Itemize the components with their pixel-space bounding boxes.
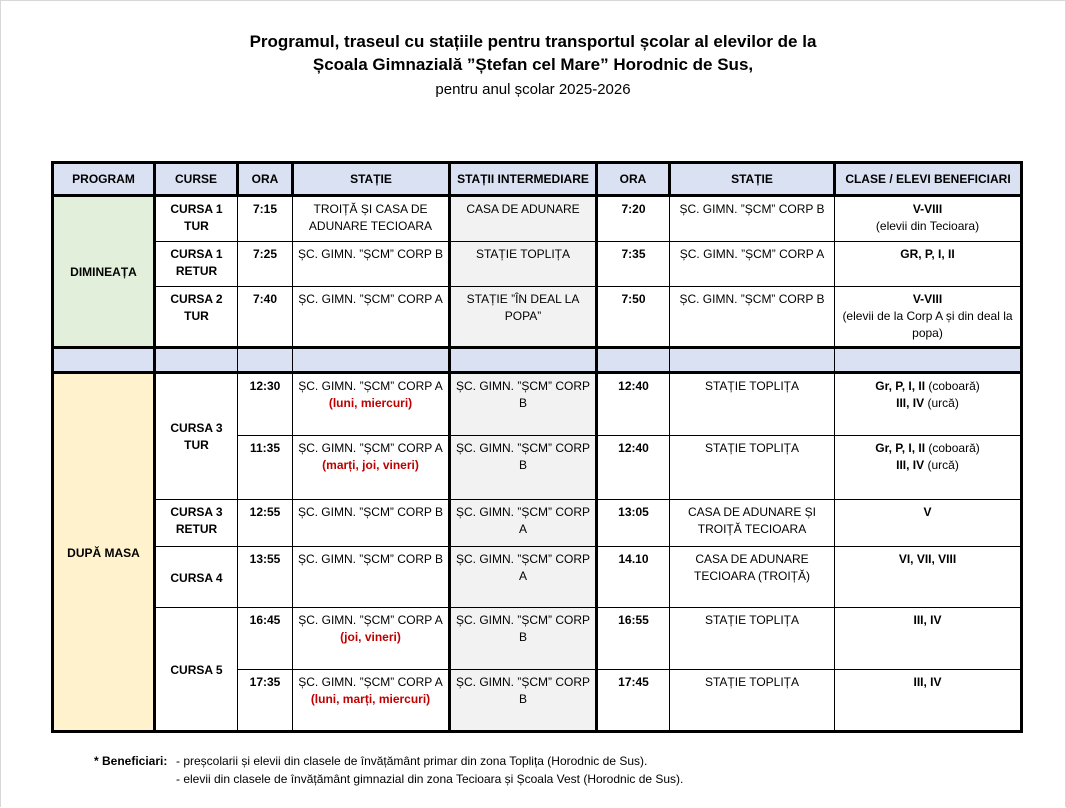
statie-cell: ȘC. GIMN. ”ȘCM” CORP B [293,499,450,546]
table-row [53,373,1022,436]
statie-cell: CASA DE ADUNARE ȘI TROIȚĂ TECIOARA [670,499,835,546]
clase-cell [835,373,1022,436]
footnote-label: * Beneficiari: [94,754,168,768]
table-row [53,242,1022,286]
clase-note: (coboară) [928,441,980,456]
statie-cell: CASA DE ADUNARE TECIOARA (TROIȚĂ) [670,546,835,607]
ora-cell: 7:15 [238,196,293,242]
ora-cell: 7:50 [597,286,670,347]
ora-cell: 12:40 [597,373,670,436]
days-note: (marți, joi, vineri) [322,458,419,473]
statie-cell: ȘC. GIMN. ”ȘCM” CORP B [670,286,835,347]
clase-value: Gr, P, I, II [875,441,926,456]
intermediare-cell: ȘC. GIMN. ”ȘCM” CORP B [450,608,597,669]
clase-cell: GR, P, I, II [835,242,1022,286]
curse-cell: CURSA 3 RETUR [155,499,238,546]
footnote-text-2: - elevii din clasele de învățământ gimnazial din zona Tecioara și Școala Vest (Horodnic de Sus). [176,772,684,786]
document-header [0,30,1066,101]
col-curse: CURSE [155,163,238,196]
statie-cell [293,436,450,499]
header-row [53,163,1022,196]
clase-note: (coboară) [928,379,980,394]
clase-note: (elevii de la Corp A și din deal la popa) [842,308,1013,340]
col-ora-1: ORA [238,163,293,196]
days-note: (luni, miercuri) [328,396,413,411]
clase-value: III, IV [896,396,925,411]
ora-cell: 12:30 [238,373,293,436]
ora-cell: 12:40 [597,436,670,499]
ora-cell: 7:25 [238,242,293,286]
statie-cell: STAȚIE TOPLIȚA [670,373,835,436]
clase-note: (elevii din Tecioara) [875,219,980,234]
clase-cell [835,286,1022,347]
col-statie-1: STAȚIE [293,163,450,196]
ora-cell: 16:45 [238,608,293,669]
curse-cell: CURSA 1 RETUR [155,242,238,286]
clase-cell: VI, VII, VIII [835,546,1022,607]
col-statie-2: STAȚIE [670,163,835,196]
program-morning: DIMINEAȚA [53,196,155,348]
curse-cell: CURSA 3 TUR [155,373,238,500]
statie-text: ȘC. GIMN. ”ȘCM” CORP A [298,441,443,456]
days-note: (joi, vineri) [340,630,401,645]
table-row [53,196,1022,242]
intermediare-cell: ȘC. GIMN. ”ȘCM” CORP B [450,373,597,436]
curse-cell: CURSA 1 TUR [155,196,238,242]
intermediare-cell: ȘC. GIMN. ”ȘCM” CORP A [450,499,597,546]
subtitle: pentru anul școlar 2025-2026 [435,81,631,98]
ora-cell: 13:55 [238,546,293,607]
table-row [53,499,1022,546]
ora-cell: 13:05 [597,499,670,546]
statie-cell: ȘC. GIMN. ”ȘCM” CORP A [293,286,450,347]
clase-value: V-VIII [912,202,943,217]
statie-cell [293,608,450,669]
curse-cell: CURSA 5 [155,608,238,732]
footnote [94,752,683,788]
intermediare-cell: ȘC. GIMN. ”ȘCM” CORP B [450,436,597,499]
intermediare-cell: ȘC. GIMN. ”ȘCM” CORP B [450,669,597,731]
ora-cell: 11:35 [238,436,293,499]
col-ora-2: ORA [597,163,670,196]
statie-cell [293,669,450,731]
clase-cell: III, IV [835,669,1022,731]
clase-cell [835,436,1022,499]
statie-cell: TROIȚĂ ȘI CASA DE ADUNARE TECIOARA [293,196,450,242]
intermediare-cell: ȘC. GIMN. ”ȘCM” CORP A [450,546,597,607]
statie-cell: STAȚIE TOPLIȚA [670,669,835,731]
statie-cell: STAȚIE TOPLIȚA [670,608,835,669]
clase-value: Gr, P, I, II [875,379,926,394]
curse-cell: CURSA 2 TUR [155,286,238,347]
table-row [53,546,1022,607]
title-line-2: Școala Gimnazială ”Ștefan cel Mare” Horodnic de Sus, [312,55,754,74]
ora-cell: 7:20 [597,196,670,242]
clase-cell [835,196,1022,242]
ora-cell: 14.10 [597,546,670,607]
clase-note: (urcă) [927,458,959,473]
ora-cell: 16:55 [597,608,670,669]
ora-cell: 12:55 [238,499,293,546]
statie-cell: ȘC. GIMN. ”ȘCM” CORP A [670,242,835,286]
intermediare-cell: STAȚIE ”ÎN DEAL LA POPA” [450,286,597,347]
schedule-table [51,161,1023,733]
statie-cell [293,373,450,436]
clase-value: V-VIII [912,291,943,306]
ora-cell: 7:40 [238,286,293,347]
col-program: PROGRAM [53,163,155,196]
intermediare-cell: STAȚIE TOPLIȚA [450,242,597,286]
table-row [53,608,1022,669]
days-note: (luni, marți, miercuri) [310,691,431,706]
title-line-1: Programul, traseul cu stațiile pentru transportul școlar al elevilor de la [249,32,817,51]
statie-cell: ȘC. GIMN. ”ȘCM” CORP B [670,196,835,242]
clase-value: III, IV [896,458,925,473]
statie-text: ȘC. GIMN. ”ȘCM” CORP A [298,379,443,394]
separator-row [53,347,1022,372]
statie-cell: ȘC. GIMN. ”ȘCM” CORP B [293,546,450,607]
curse-cell: CURSA 4 [155,546,238,607]
clase-cell: V [835,499,1022,546]
ora-cell: 17:45 [597,669,670,731]
program-afternoon: DUPĂ MASA [53,373,155,732]
clase-cell: III, IV [835,608,1022,669]
footnote-line-1 [94,752,683,770]
ora-cell: 7:35 [597,242,670,286]
clase-note: (urcă) [927,396,959,411]
ora-cell: 17:35 [238,669,293,731]
table-row [53,286,1022,347]
statie-text: ȘC. GIMN. ”ȘCM” CORP A [298,613,443,628]
statie-cell: STAȚIE TOPLIȚA [670,436,835,499]
statie-text: ȘC. GIMN. ”ȘCM” CORP A [298,674,443,689]
intermediare-cell: CASA DE ADUNARE [450,196,597,242]
col-clase: CLASE / ELEVI BENEFICIARI [835,163,1022,196]
col-intermediare: STAȚII INTERMEDIARE [450,163,597,196]
footnote-text-1: - preșcolarii și elevii din clasele de învățământ primar din zona Toplița (Horodnic de Sus). [176,754,648,768]
statie-cell: ȘC. GIMN. ”ȘCM” CORP B [293,242,450,286]
